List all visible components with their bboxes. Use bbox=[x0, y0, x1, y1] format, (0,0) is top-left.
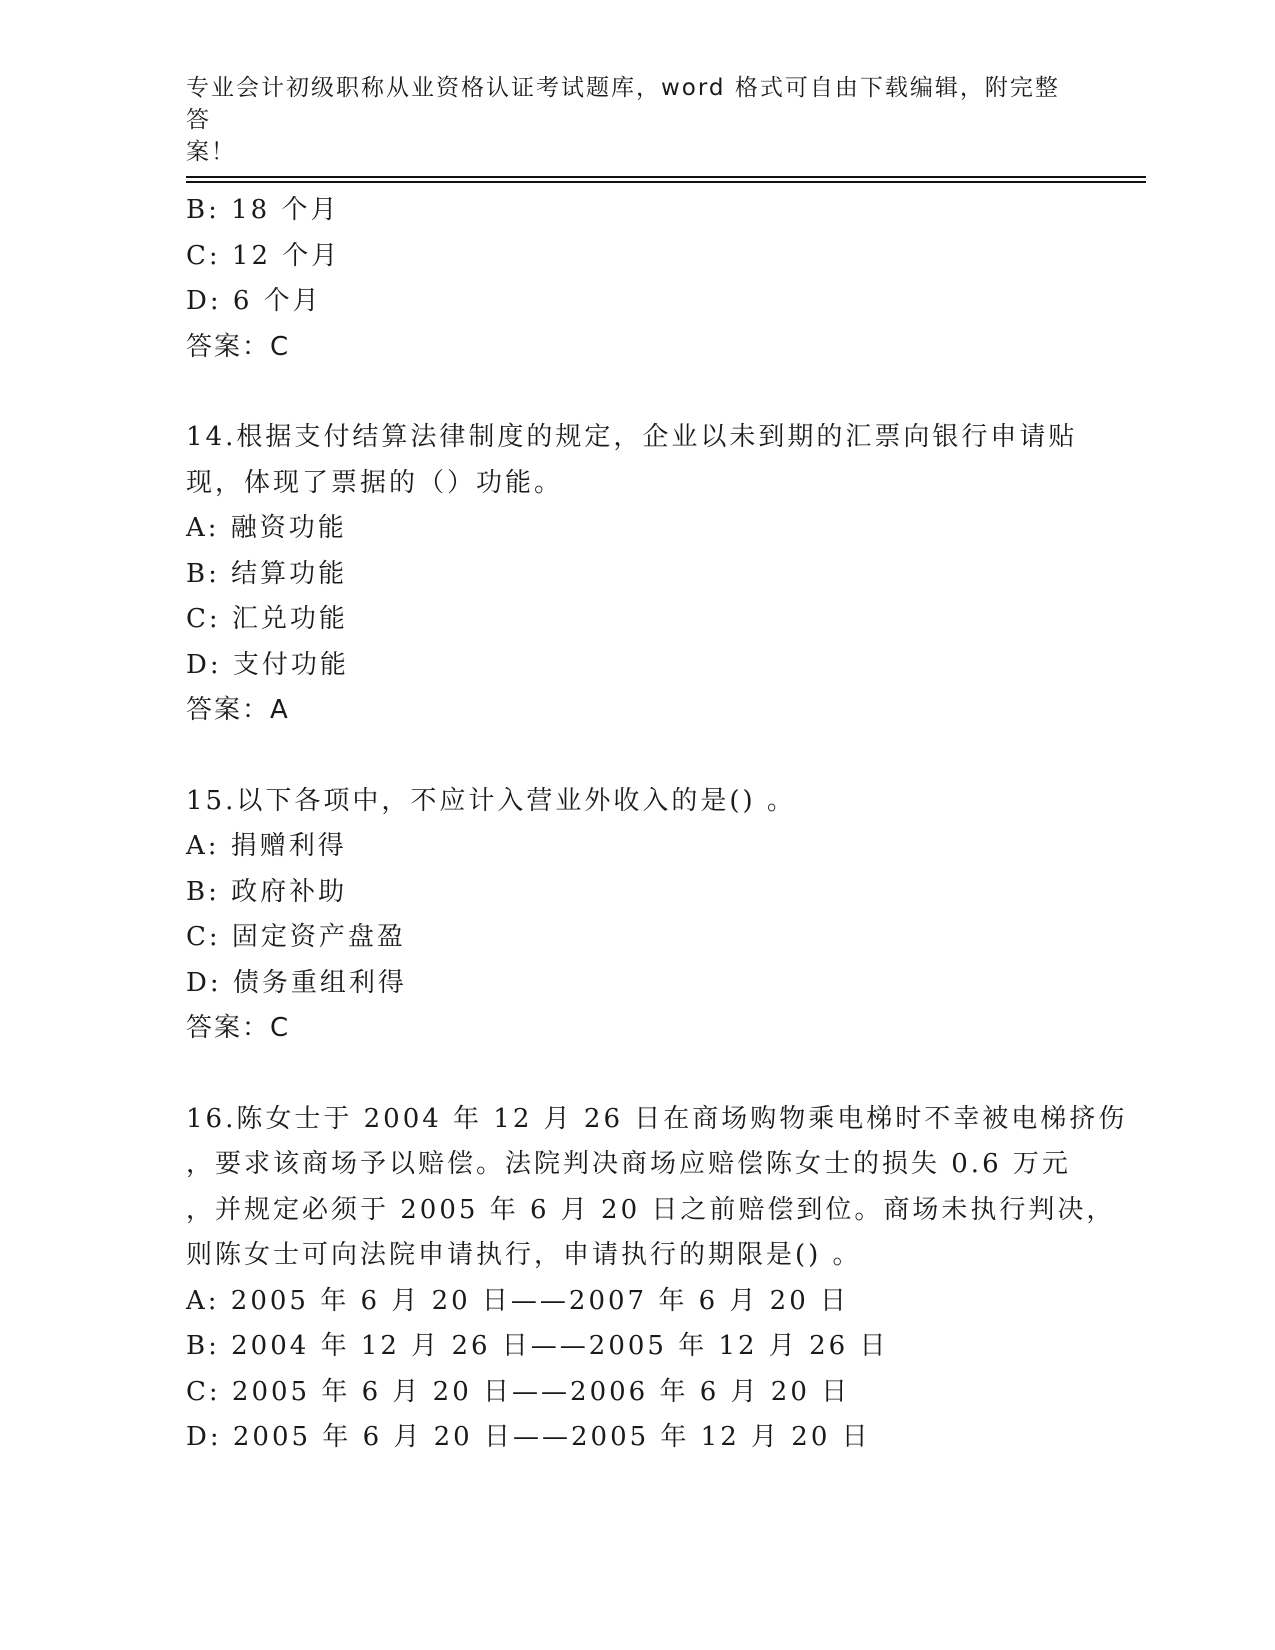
option-a: A: 融资功能 bbox=[186, 513, 347, 543]
question-text: 16.陈女士于 2004 年 12 月 26 日在商场购物乘电梯时不幸被电梯挤伤 bbox=[186, 1103, 1128, 1134]
question-text: 现，体现了票据的（）功能。 bbox=[186, 467, 564, 498]
option-b: B: 18 个月 bbox=[186, 195, 340, 225]
spacer bbox=[186, 1052, 1066, 1097]
question-text: 14.根据支付结算法律制度的规定，企业以未到期的汇票向银行申请贴 bbox=[186, 422, 1078, 452]
header-rule-top bbox=[186, 176, 1146, 178]
option-c: C: 12 个月 bbox=[186, 240, 341, 271]
question-text: 15.以下各项中，不应计入营业外收入的是() 。 bbox=[186, 785, 796, 816]
question-content bbox=[186, 188, 1128, 1461]
option-a: A: 捐赠利得 bbox=[186, 831, 347, 861]
question-text: 则陈女士可向法院申请执行，申请执行的期限是() 。 bbox=[186, 1240, 862, 1270]
question-text: ，并规定必须于 2005 年 6 月 20 日之前赔偿到位。商场未执行判决， bbox=[186, 1194, 1116, 1225]
option-c: C: 2005 年 6 月 20 日——2006 年 6 月 20 日 bbox=[186, 1376, 851, 1407]
option-b: B: 政府补助 bbox=[186, 876, 348, 907]
question-14 bbox=[186, 415, 1078, 734]
spacer bbox=[186, 370, 1066, 415]
spacer bbox=[186, 734, 1066, 779]
option-c: C: 固定资产盘盈 bbox=[186, 922, 406, 952]
prev-question-block bbox=[186, 188, 1066, 370]
option-d: D: 2005 年 6 月 20 日——2005 年 12 月 20 日 bbox=[186, 1422, 871, 1452]
option-a: A: 2005 年 6 月 20 日——2007 年 6 月 20 日 bbox=[186, 1285, 850, 1316]
question-15 bbox=[186, 779, 1066, 1052]
question-16 bbox=[186, 1097, 1128, 1461]
answer-line: 答案：C bbox=[186, 1013, 291, 1043]
header-note-line-1: 专业会计初级职称从业资格认证考试题库，word 格式可自由下载编辑，附完整答 bbox=[186, 75, 1060, 133]
option-c: C: 汇兑功能 bbox=[186, 604, 348, 634]
option-b: B: 2004 年 12 月 26 日——2005 年 12 月 26 日 bbox=[186, 1331, 889, 1361]
answer-line: 答案：C bbox=[186, 331, 291, 362]
option-d: D: 支付功能 bbox=[186, 649, 349, 680]
option-d: D: 6 个月 bbox=[186, 286, 322, 316]
header-note-line-2: 案！ bbox=[186, 139, 236, 165]
option-d: D: 债务重组利得 bbox=[186, 967, 407, 998]
question-text: ，要求该商场予以赔偿。法院判决商场应赔偿陈女士的损失 0.6 万元 bbox=[186, 1149, 1071, 1179]
header-rule-bottom bbox=[186, 181, 1146, 183]
option-b: B: 结算功能 bbox=[186, 558, 348, 589]
answer-line: 答案：A bbox=[186, 695, 290, 725]
header-note bbox=[186, 72, 1066, 168]
